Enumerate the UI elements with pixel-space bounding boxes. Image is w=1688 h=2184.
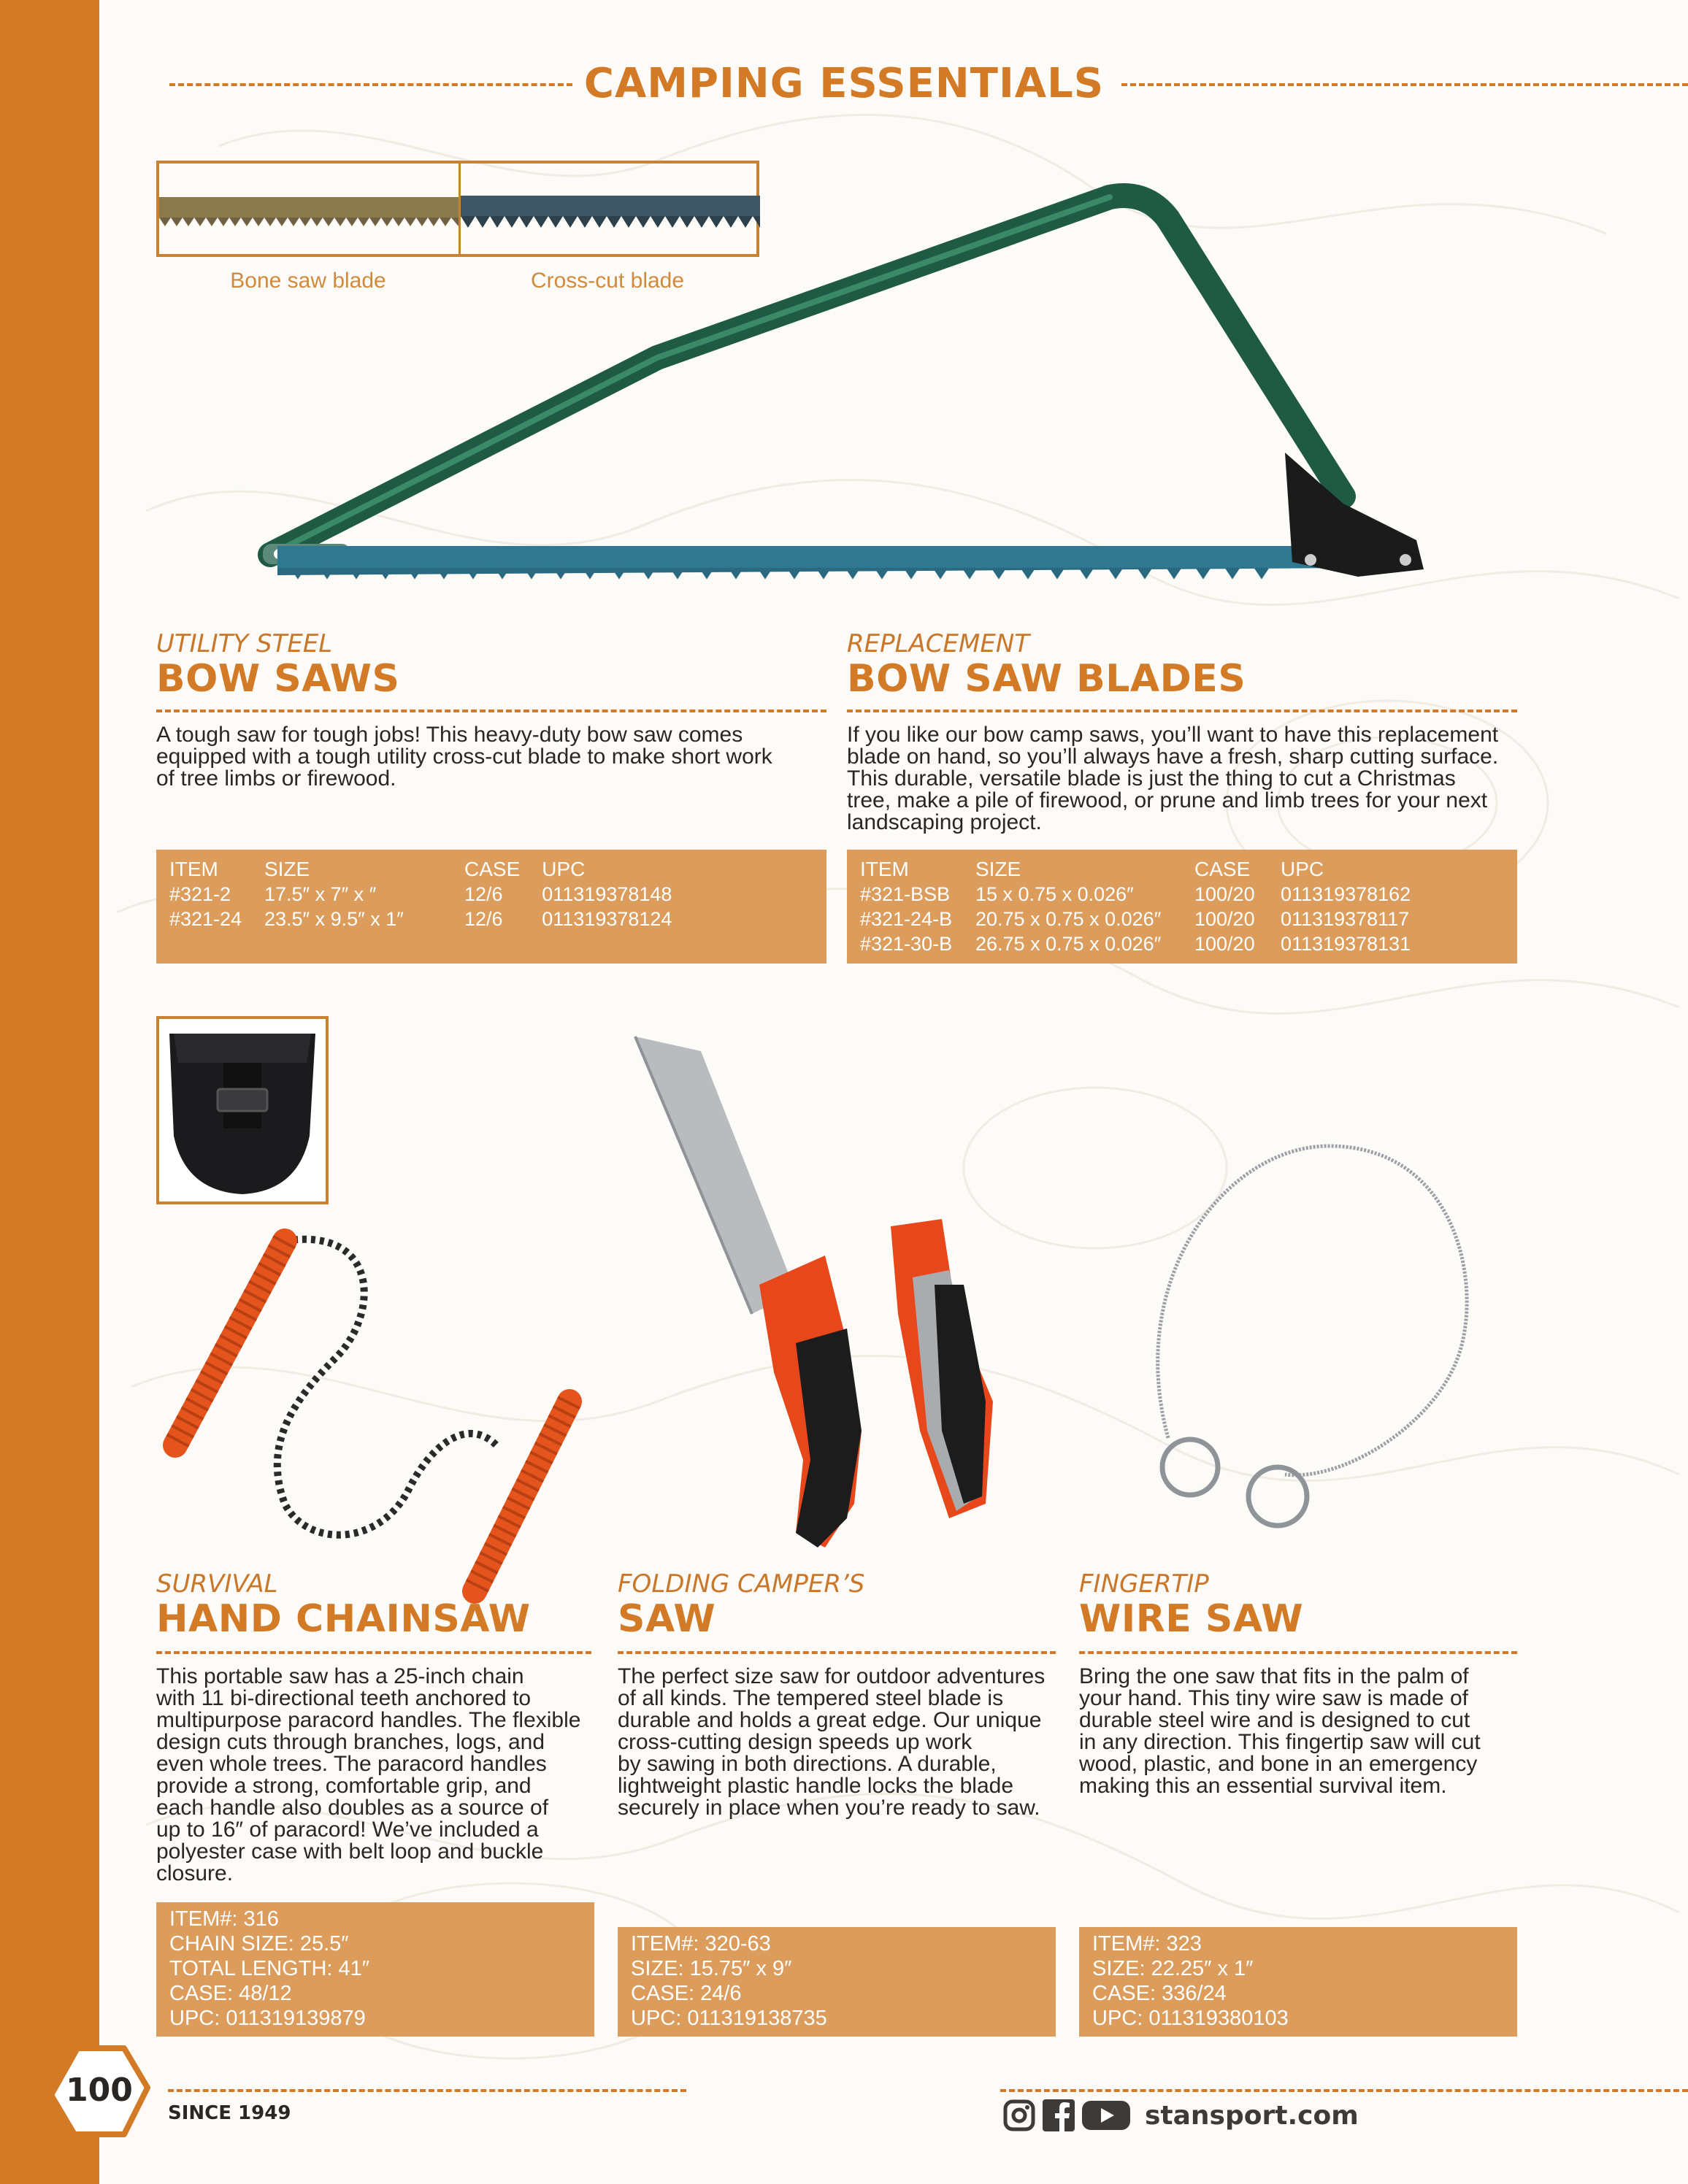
folding-saw-spec-box: ITEM#: 320-63 SIZE: 15.75″ x 9″ CASE: 24/6 UPC: 011319138735 [618,1927,1056,2037]
chainsaw-kicker: SURVIVAL [156,1569,278,1599]
table-row: #321-BSB 15 x 0.75 x 0.026″ 100/20 011319378162 [860,883,1411,905]
folding-saw-title: SAW [618,1597,716,1641]
table-header-row: ITEM SIZE CASE UPC [169,858,586,880]
instagram-icon[interactable] [1003,2099,1035,2131]
bow-saw-blades-kicker: REPLACEMENT [847,629,1030,658]
table-row: #321-24-B 20.75 x 0.75 x 0.026″ 100/20 011319378117 [860,908,1410,930]
bow-saw-blades-divider [847,710,1517,712]
bow-saws-spec-table [156,850,826,964]
footer-divider-left [168,2089,686,2092]
chainsaw-title: HAND CHAINSAW [156,1597,531,1641]
table-row: #321-24 23.5″ x 9.5″ x 1″ 12/6 011319378124 [169,908,672,930]
bow-saw-blades-title: BOW SAW BLADES [847,657,1246,701]
bow-saws-description: A tough saw for tough jobs! This heavy-duty bow saw comes equipped with a tough utility cross-cut blade to make short work of tree limbs or firewood. [156,723,772,791]
table-row: #321-2 17.5″ x 7″ x ″ 12/6 011319378148 [169,883,672,905]
page-number: 100 [66,2072,133,2109]
cross-cut-blade-label: Cross-cut blade [530,269,685,293]
facebook-icon[interactable] [1043,2099,1075,2131]
wire-saw-divider [1079,1651,1517,1654]
bow-saws-kicker: UTILITY STEEL [156,629,333,658]
title-divider-right [1121,83,1688,86]
footer-divider-right [1000,2089,1688,2092]
chainsaw-description: This portable saw has a 25-inch chain with 11 bi-directional teeth anchored to multipurpose paracord handles. The flexible design cuts through branches, logs, and even whole trees. The paracord handles provide a strong, comfortable grip, and each handle also doubles as a source of up to 16″ of paracord! We’ve included a polyester case with belt loop and buckle closure. [156,1664,581,1885]
folding-saw-divider [618,1651,1056,1654]
page-title: CAMPING ESSENTIALS [583,60,1105,107]
table-row: #321-30-B 26.75 x 0.75 x 0.026″ 100/20 011319378131 [860,933,1411,955]
bow-saw-blades-description: If you like our bow camp saws, you’ll want to have this replacement blade on hand, so you’ll always have a fresh, sharp cutting surface. This durable, versatile blade is just the thing to cut a Christmas tree, make a pile of firewood, or prune and limb trees for your next landscaping project. [847,723,1499,834]
bow-saw-image [248,175,1446,599]
wire-saw-title: WIRE SAW [1079,1597,1304,1641]
table-header-row: ITEM SIZE CASE UPC [860,858,1324,880]
chainsaw-spec-box: ITEM#: 316 CHAIN SIZE: 25.5″ TOTAL LENGTH: 41″ CASE: 48/12 UPC: 011319139879 [156,1902,594,2037]
chainsaw-pouch-image [156,1016,329,1204]
bone-saw-blade-label: Bone saw blade [230,269,386,293]
hand-chainsaw-image [146,1226,599,1606]
bow-saws-title: BOW SAWS [156,657,400,701]
youtube-icon[interactable] [1082,2099,1130,2131]
since-label: SINCE 1949 [168,2102,291,2124]
wire-saw-image [1139,1131,1489,1540]
folding-saw-kicker: FOLDING CAMPER’S [618,1569,865,1599]
website-link[interactable]: stansport.com [1145,2101,1359,2131]
folding-saw-image [613,1022,1022,1562]
wire-saw-description: Bring the one saw that fits in the palm of your hand. This tiny wire saw is made of durable steel wire and is designed to cut in any direction. This fingertip saw will cut wood, plastic, and bone in an emergency making this an essential survival item. [1079,1664,1481,1798]
wire-saw-kicker: FINGERTIP [1079,1569,1209,1599]
bow-saw-blades-spec-table [847,850,1517,964]
chainsaw-divider [156,1651,591,1654]
page-number-badge [48,2044,150,2139]
folding-saw-description: The perfect size saw for outdoor adventures of all kinds. The tempered steel blade is durable and holds a great edge. Our unique cross-cutting design speeds up work by sawing in both directions. A durable, lightweight plastic handle locks the blade securely in place when you’re ready to saw. [618,1664,1046,1820]
bow-saws-divider [156,710,826,712]
wire-saw-spec-box: ITEM#: 323 SIZE: 22.25″ x 1″ CASE: 336/24 UPC: 011319380103 [1079,1927,1517,2037]
side-accent-bar [0,0,99,2184]
